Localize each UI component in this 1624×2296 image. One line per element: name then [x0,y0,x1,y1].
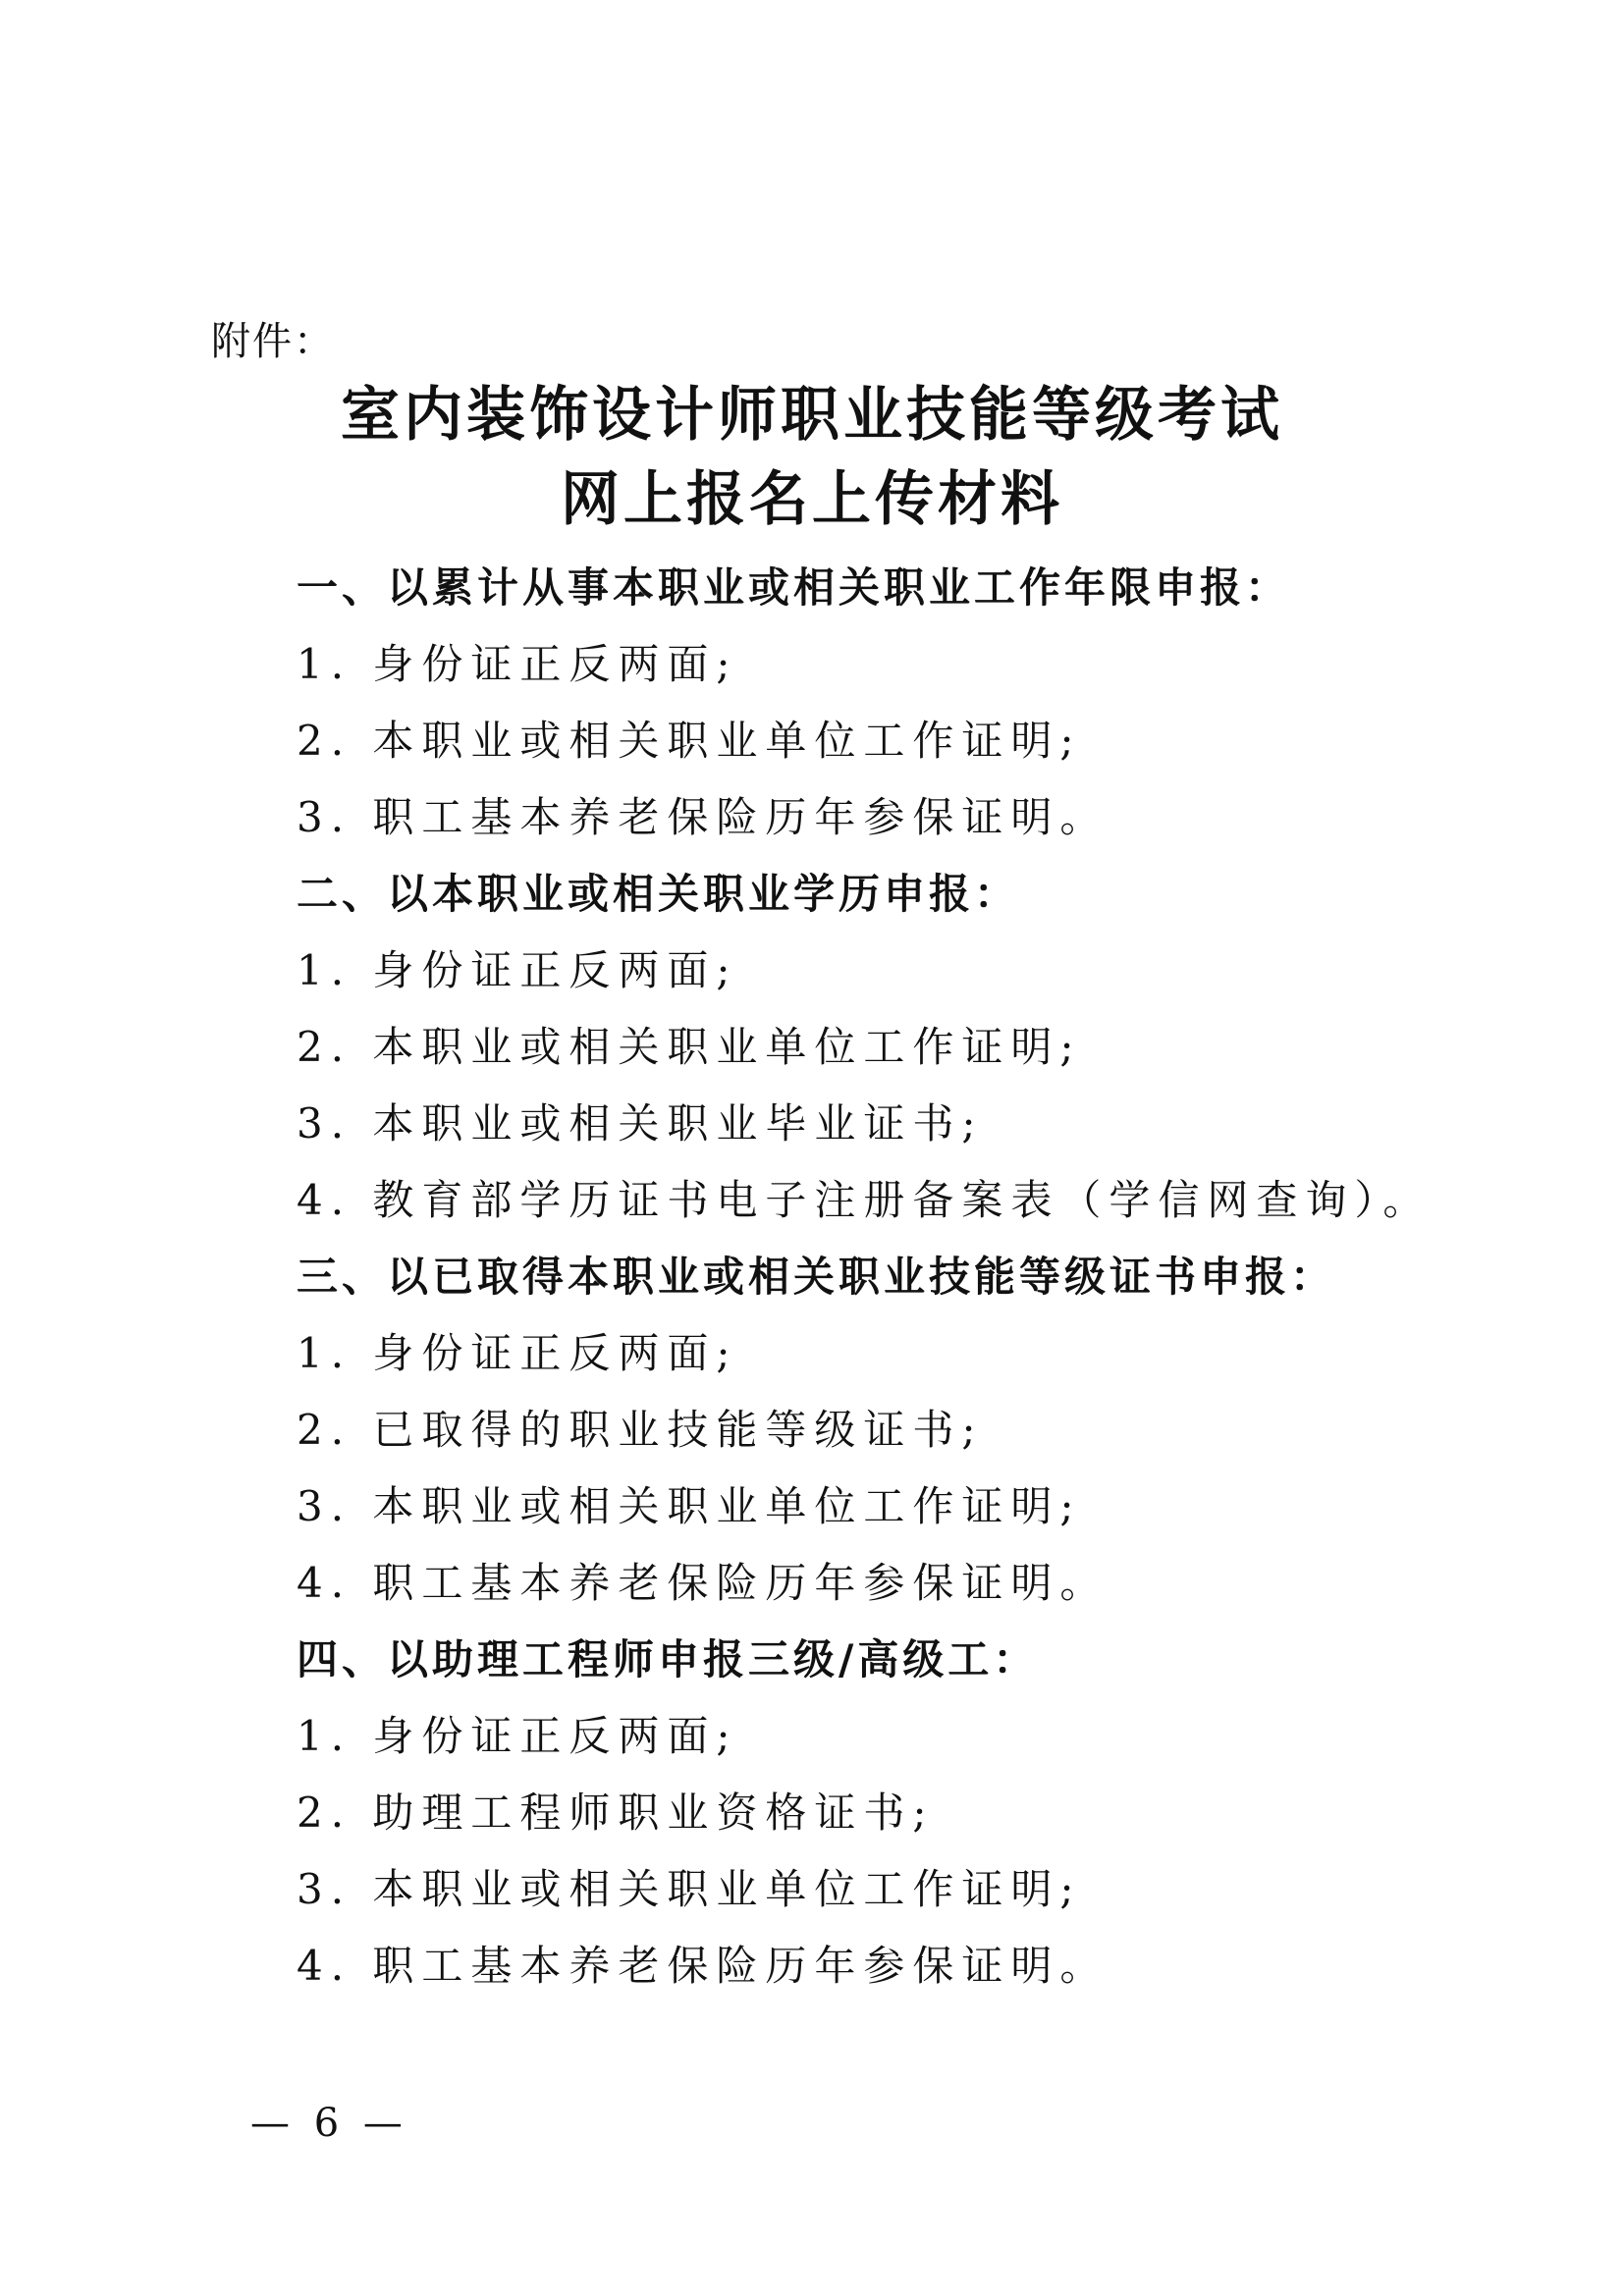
list-item: 1. 身份证正反两面; [297,1329,738,1377]
section-heading: 一、以累计从事本职业或相关职业工作年限申报： [297,563,1291,612]
page-number: — 6 — [250,2101,408,2146]
list-item: 4. 职工基本养老保险历年参保证明。 [297,1559,1110,1607]
list-item: 1. 身份证正反两面; [297,946,738,994]
list-item: 3. 本职业或相关职业毕业证书; [297,1099,984,1148]
list-item: 2. 已取得的职业技能等级证书; [297,1406,984,1454]
attachment-label: 附件： [211,319,335,364]
requirements-list [297,550,1573,2004]
section-heading: 三、以已取得本职业或相关职业技能等级证书申报： [297,1253,1336,1301]
list-item: 4. 职工基本养老保险历年参保证明。 [297,1942,1110,1990]
list-item: 4. 教育部学历证书电子注册备案表（学信网查询）。 [297,1176,1433,1224]
list-item: 3. 本职业或相关职业单位工作证明; [297,1482,1082,1530]
list-item: 3. 职工基本养老保险历年参保证明。 [297,793,1110,841]
list-item: 1. 身份证正反两面; [297,640,738,688]
list-item: 1. 身份证正反两面; [297,1712,738,1760]
list-item: 2. 本职业或相关职业单位工作证明; [297,1023,1082,1071]
list-item: 2. 本职业或相关职业单位工作证明; [297,717,1082,765]
list-item: 3. 本职业或相关职业单位工作证明; [297,1865,1082,1913]
section-heading: 四、以助理工程师申报三级/高级工： [297,1635,1039,1683]
document-title-line-2: 网上报名上传材料 [561,465,1063,534]
document-title-line-1: 室内装饰设计师职业技能等级考试 [341,381,1283,450]
list-item: 2. 助理工程师职业资格证书; [297,1789,935,1837]
section-heading: 二、以本职业或相关职业学历申报： [297,870,1020,918]
